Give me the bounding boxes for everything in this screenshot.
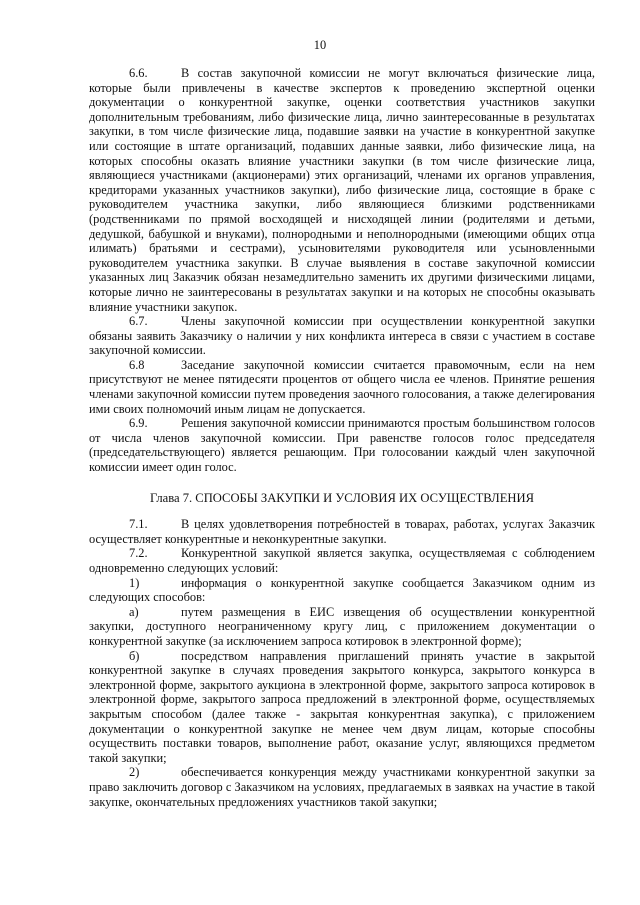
- paragraph-text: Члены закупочной комиссии при осуществлении конкурентной закупки обязаны заявить Заказчику о наличии у них конфликта интереса в связи с участием в составе закупочной комиссии.: [89, 314, 595, 358]
- paragraph-number: а): [129, 604, 139, 619]
- paragraph-text: информация о конкурентной закупке сообщается Заказчиком одним из следующих способов:: [89, 575, 595, 605]
- paragraph-text: В целях удовлетворения потребностей в товарах, работах, услугах Заказчик осуществляет конкурентные и неконкурентные закупки.: [89, 517, 595, 546]
- page-number: 10: [313, 38, 327, 52]
- paragraph-text: Решения закупочной комиссии принимаются простым большинством голосов от числа членов закупочной комиссии. При равенстве голосов голос председателя (председательствующего) является решающим. При голосовании каждый член закупочной комиссии имеет один голос.: [89, 416, 595, 475]
- paragraph-number: 7.2.: [129, 546, 148, 561]
- paragraph-7-1: [89, 517, 595, 546]
- paragraph-number: 7.1.: [129, 517, 148, 532]
- paragraph-number: 6.9.: [129, 416, 148, 431]
- list-item-2: [89, 765, 595, 809]
- paragraph-6-6: [89, 66, 595, 314]
- list-item-a: [89, 605, 595, 649]
- paragraph-number: 6.8: [129, 357, 145, 372]
- paragraph-number: б): [129, 648, 140, 663]
- paragraph-text: В состав закупочной комиссии не могут включаться физические лица, которые были привлечены в качестве экспертов к проведению экспертной оценки документации о конкурентной закупке, оценки соответствия участников закупки дополнительным требованиям, либо физические лица, лично заинтересованные в результатах закупки, в том числе физические лица, подавшие заявки на участие в конкурентной закупке или состоящие в штате организаций, подавших данные заявки, либо физические лица, на которых способны оказать влияние участники закупки (в том числе физические лица, являющиеся участниками (акционерами) этих организаций, членами их органов управления, кредиторами указанных участников закупки), либо физические лица, состоящие в браке с руководителем участника закупки, либо являющиеся близкими родственниками (родственниками по прямой восходящей и нисходящей линии (родителями и детьми, дедушкой, бабушкой и внуками), полнородными и неполнородными (имеющими общих отца илимать) братьями и сестрами), усыновителями руководителя или усыновленными руководителем участника закупки. В случае выявления в составе закупочной комиссии указанных лиц Заказчик обязан незамедлительно заменить их другими физическими лицами, которые лично не заинтересованы в результатах закупки и на которых не способны оказывать влияние участники закупок.: [89, 66, 595, 314]
- paragraph-text: Заседание закупочной комиссии считается правомочным, если на нем присутствуют не менее пятидесяти процентов от общего числа ее членов. Принятие решения членами закупочной комиссии путем проведения заочного голосования, а также делегирования ими своих полномочий иным лицам не допускается.: [89, 357, 595, 416]
- document-body: [89, 66, 595, 809]
- paragraph-7-2: [89, 546, 595, 575]
- paragraph-text: обеспечивается конкуренция между участниками конкурентной закупки за право заключить договор с Заказчиком на условиях, предлагаемых в заявках на участие в такой закупке, окончательных предложениях участников такой закупки;: [89, 765, 595, 809]
- list-item-b: [89, 649, 595, 766]
- paragraph-6-8: [89, 358, 595, 416]
- paragraph-number: 1): [129, 575, 140, 590]
- section-7-paragraphs: [89, 517, 595, 809]
- paragraph-text: посредством направления приглашений принять участие в закрытой конкурентной закупке в случаях проведения закрытого конкурса, закрытого конкурса в электронной форме, закрытого аукциона в электронной форме, закрытого запроса котировок в электронной форме, закрытого запроса предложений в электронной форме, осуществляемых закрытым способом (далее также - закрытая конкурентная закупка), с приложением документации о конкурентной закупке не менее чем двум лицам, которые способны осуществить поставки товаров, выполнение работ, оказание услуг, являющихся предметом такой закупки;: [89, 648, 595, 765]
- paragraph-6-9: [89, 416, 595, 474]
- paragraph-number: 6.7.: [129, 314, 148, 329]
- paragraph-6-7: [89, 314, 595, 358]
- paragraph-text: путем размещения в ЕИС извещения об осуществлении конкурентной закупки, доступного неограниченному кругу лиц, с приложением документации о конкурентной закупке (за исключением запроса котировок в электронной форме);: [89, 604, 595, 648]
- chapter-heading: Глава 7. СПОСОБЫ ЗАКУПКИ И УСЛОВИЯ ИХ ОСУЩЕСТВЛЕНИЯ: [149, 490, 535, 505]
- list-item-1: [89, 576, 595, 605]
- paragraph-number: 2): [129, 765, 140, 780]
- section-6-paragraphs: [89, 66, 595, 475]
- paragraph-number: 6.6.: [129, 66, 148, 80]
- paragraph-text: Конкурентной закупкой является закупка, осуществляемая с соблюдением одновременно следующих условий:: [89, 546, 595, 575]
